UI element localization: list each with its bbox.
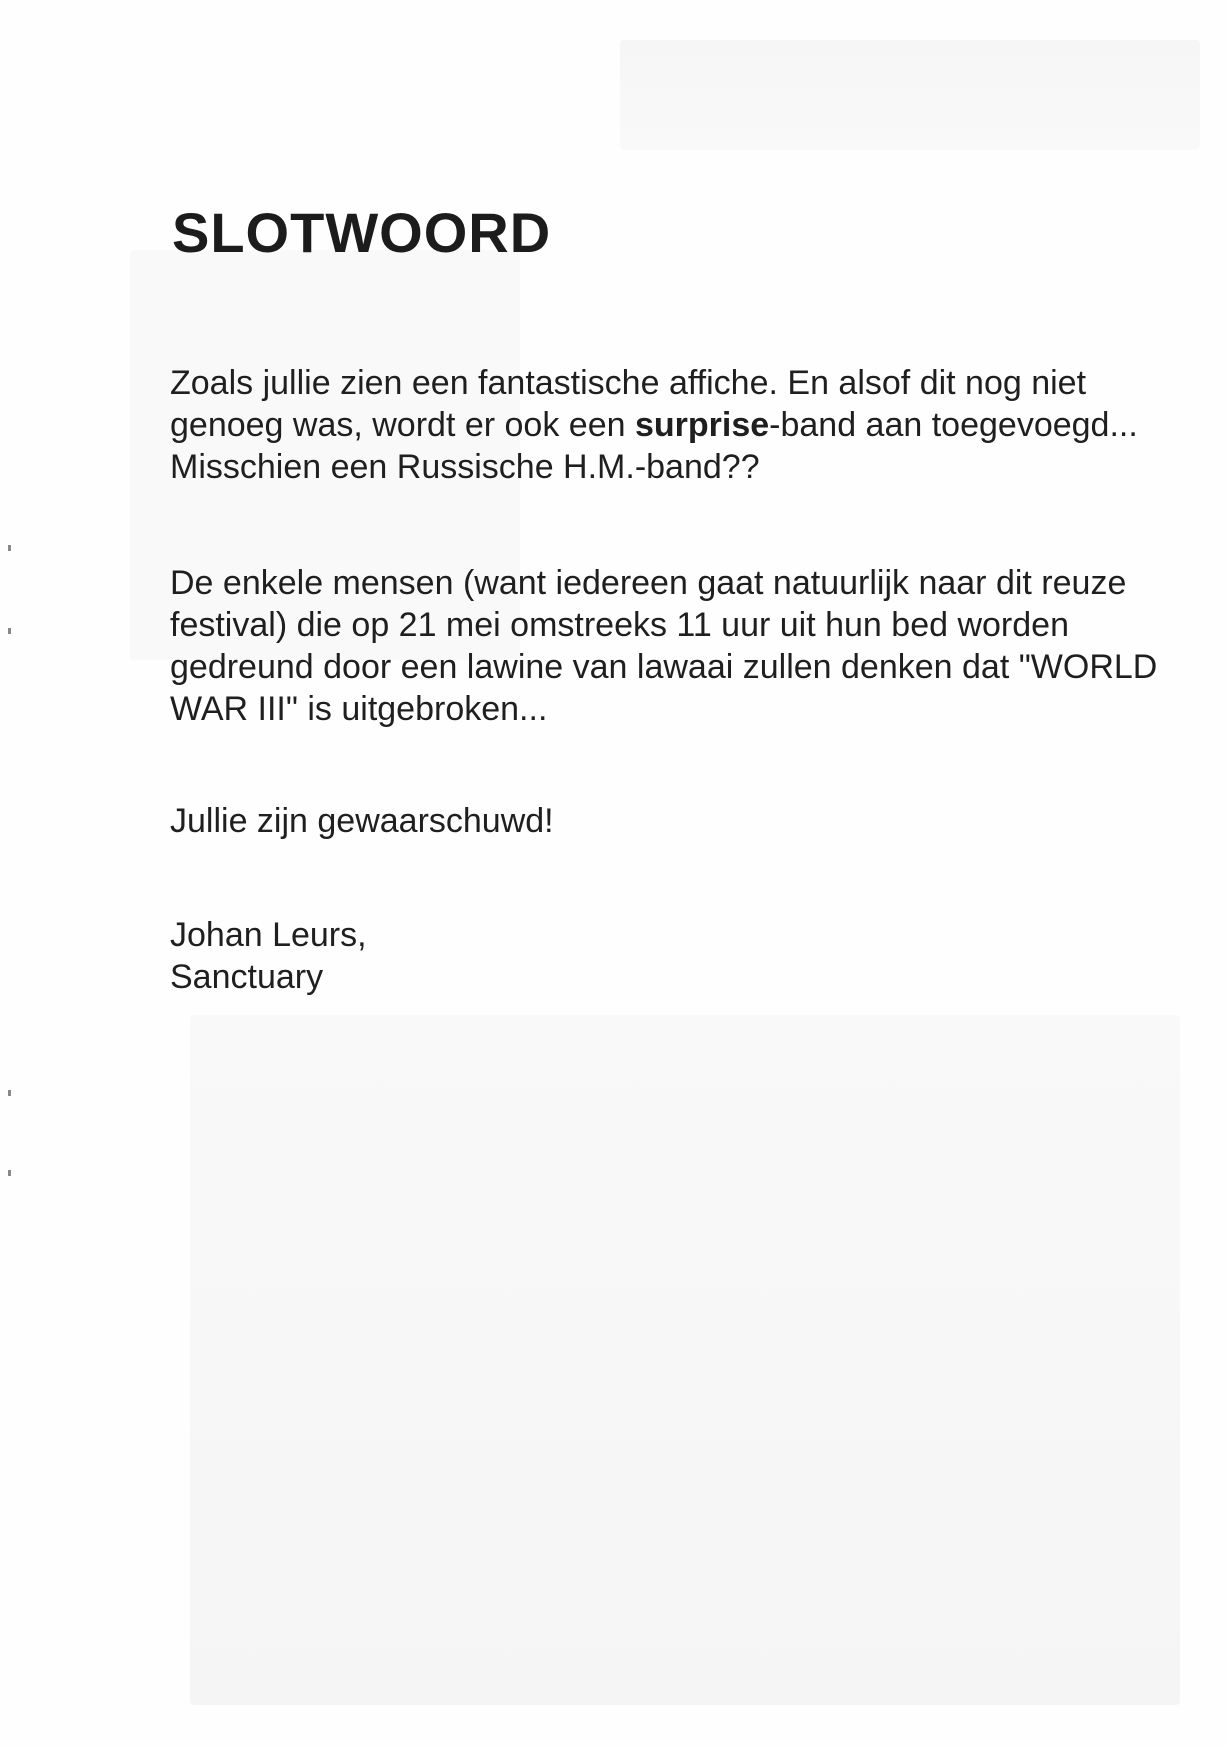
signature — [170, 914, 1160, 998]
paragraph-closing: Jullie zijn gewaarschuwd! — [170, 802, 554, 840]
emphasis-surprise: surprise — [634, 406, 770, 444]
margin-mark — [8, 1090, 11, 1096]
margin-mark — [8, 1170, 11, 1176]
margin-mark — [8, 545, 11, 551]
signature-name: Johan Leurs, — [170, 916, 367, 954]
paragraph-warning: De enkele mensen (want iedereen gaat natuurlijk naar dit reuze festival) die op 21 mei omstreeks 11 uur uit hun bed worden gedreund door een lawine van lawaai zullen denken dat "WORLD WAR III" is uitgebroken... — [170, 564, 1158, 728]
signature-organization: Sanctuary — [170, 958, 324, 996]
margin-mark — [8, 628, 11, 634]
paragraph-intro — [170, 362, 1160, 488]
bleed-through-image — [190, 1015, 1180, 1705]
paragraph-intro-end: -band aan toegevoegd... Misschien een Russische H.M.-band?? — [170, 406, 1138, 486]
page-title: SLOTWOORD — [172, 201, 552, 264]
bleed-through-header — [620, 40, 1200, 150]
paragraph-intro-start: Zoals jullie zien een fantastische affiche. En alsof dit nog niet genoeg was, wordt er ook een — [170, 364, 1087, 444]
